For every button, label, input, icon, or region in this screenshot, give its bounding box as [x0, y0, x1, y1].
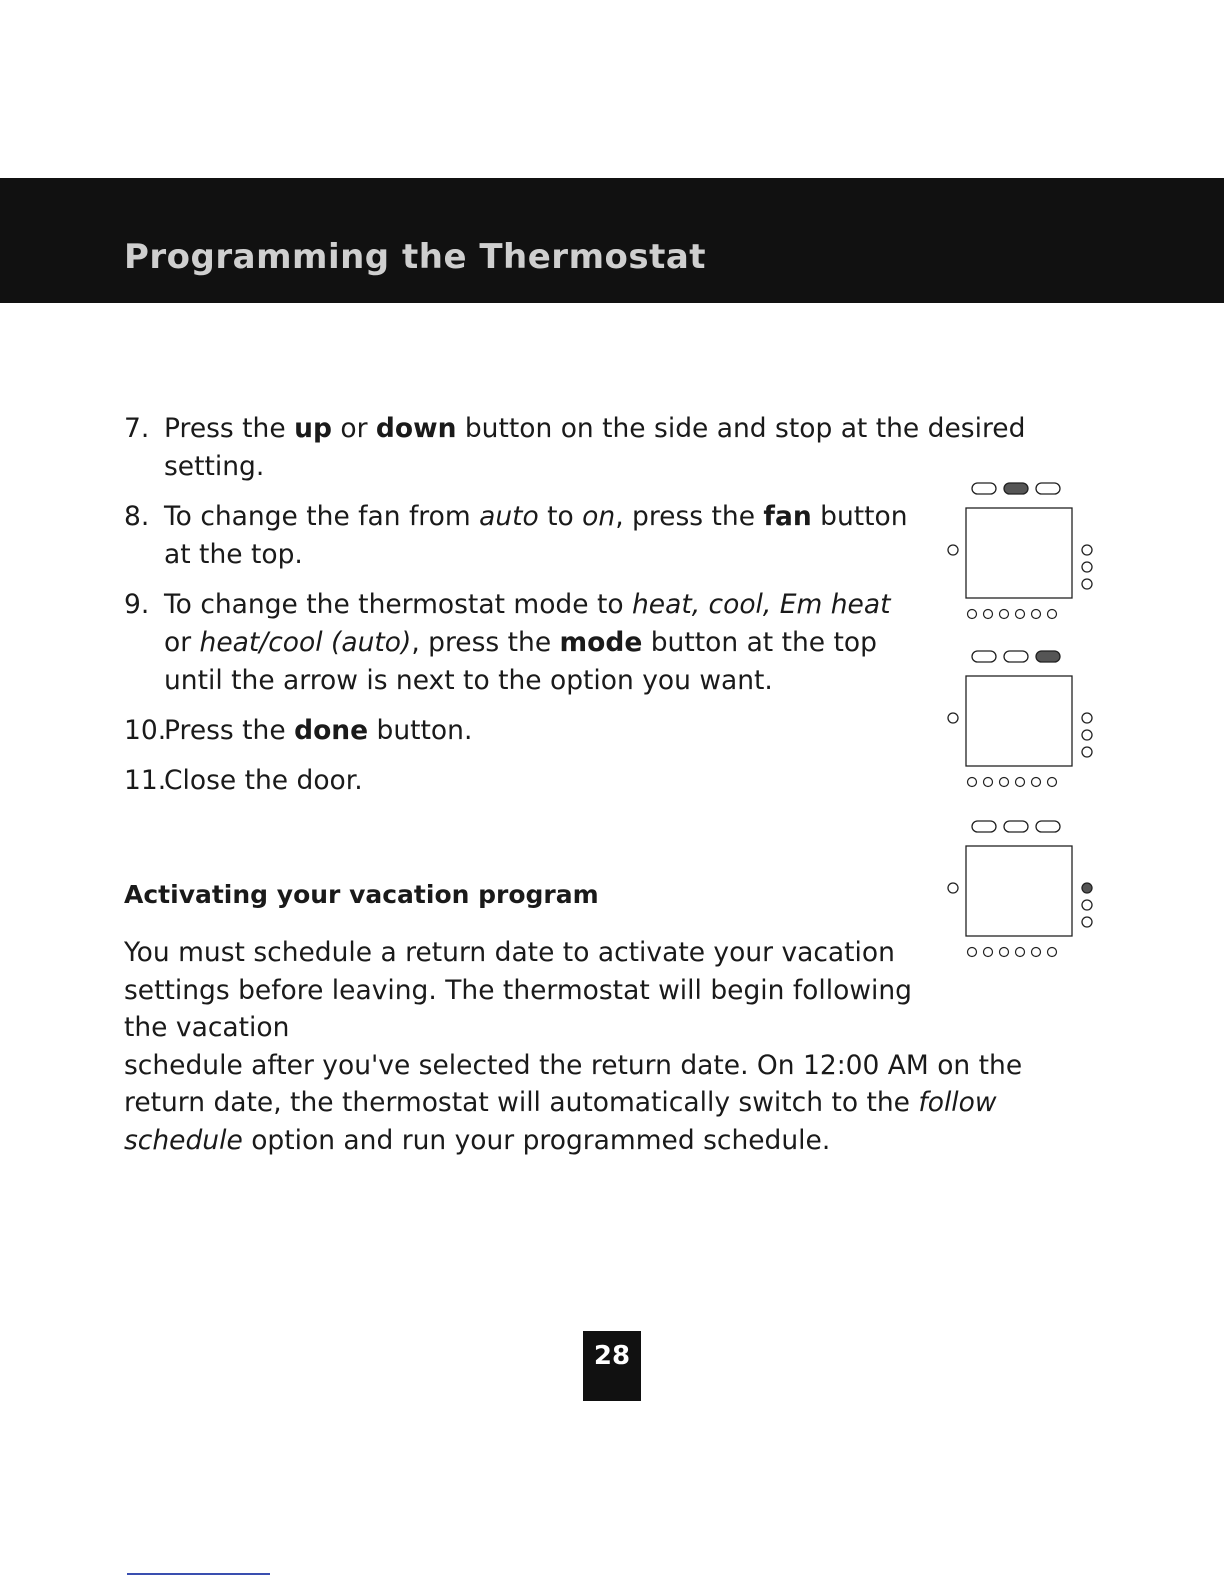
thermostat-done-icon	[940, 818, 1100, 958]
step-text	[164, 498, 924, 574]
section-heading-vacation: Activating your vacation program	[124, 880, 599, 909]
step-number: 10.	[124, 715, 167, 746]
text-run: You must schedule a return date to activate your vacation settings before leaving. The thermostat will begin following the vacation	[124, 937, 912, 1043]
thermostat-diagram-mode	[940, 648, 1100, 788]
footer-rule	[127, 1573, 270, 1575]
text-run: button at the top until the arrow is next to the option you want.	[164, 627, 877, 696]
step-text	[164, 762, 924, 800]
paragraph-segment	[124, 934, 924, 1047]
text-run: , press the	[411, 627, 560, 658]
text-run: heat/cool (auto)	[199, 627, 412, 658]
thermostat-diagram-fan	[940, 480, 1100, 620]
text-run: button on the side and stop at the desired setting.	[164, 413, 1026, 482]
text-run: or	[164, 627, 200, 658]
text-run: fan	[763, 501, 812, 532]
step-number: 7.	[124, 413, 150, 444]
vacation-paragraph	[124, 934, 1064, 1159]
text-run: Press the	[164, 715, 295, 746]
step-text	[164, 410, 1094, 486]
text-run: on	[582, 501, 616, 532]
text-run: or	[331, 413, 376, 444]
thermostat-diagram-done	[940, 818, 1100, 958]
thermostat-mode-icon	[940, 648, 1100, 788]
step-number: 8.	[124, 501, 150, 532]
step-number: 11.	[124, 765, 167, 796]
text-run: To change the thermostat mode to	[164, 589, 632, 620]
text-run: To change the fan from	[164, 501, 480, 532]
text-run: button at the top.	[164, 501, 908, 570]
text-run: mode	[559, 627, 643, 658]
page-title: Programming the Thermostat	[124, 237, 707, 277]
thermostat-fan-icon	[940, 480, 1100, 620]
text-run: to	[538, 501, 583, 532]
paragraph-segment	[124, 1047, 1064, 1160]
text-run: auto	[479, 501, 539, 532]
step-text	[164, 712, 924, 750]
page-number: 28	[593, 1341, 631, 1371]
step-7	[124, 410, 1084, 486]
text-run: done	[294, 715, 369, 746]
text-run: , press the	[615, 501, 764, 532]
text-run: schedule after you've selected the return date. On 12:00 AM on the return date, the thermostat will automatically switch to the	[124, 1049, 1023, 1118]
text-run: Close the door.	[164, 765, 363, 796]
text-run: down	[375, 413, 457, 444]
text-run: option and run your programmed schedule.	[242, 1124, 831, 1156]
step-text	[164, 586, 924, 700]
page-number-box	[583, 1331, 641, 1401]
step-number: 9.	[124, 589, 150, 620]
text-run: button.	[368, 715, 473, 746]
text-run: follow schedule	[124, 1087, 997, 1156]
text-run: Press the	[164, 413, 295, 444]
text-run: up	[294, 413, 332, 444]
text-run: heat, cool, Em heat	[631, 589, 891, 620]
